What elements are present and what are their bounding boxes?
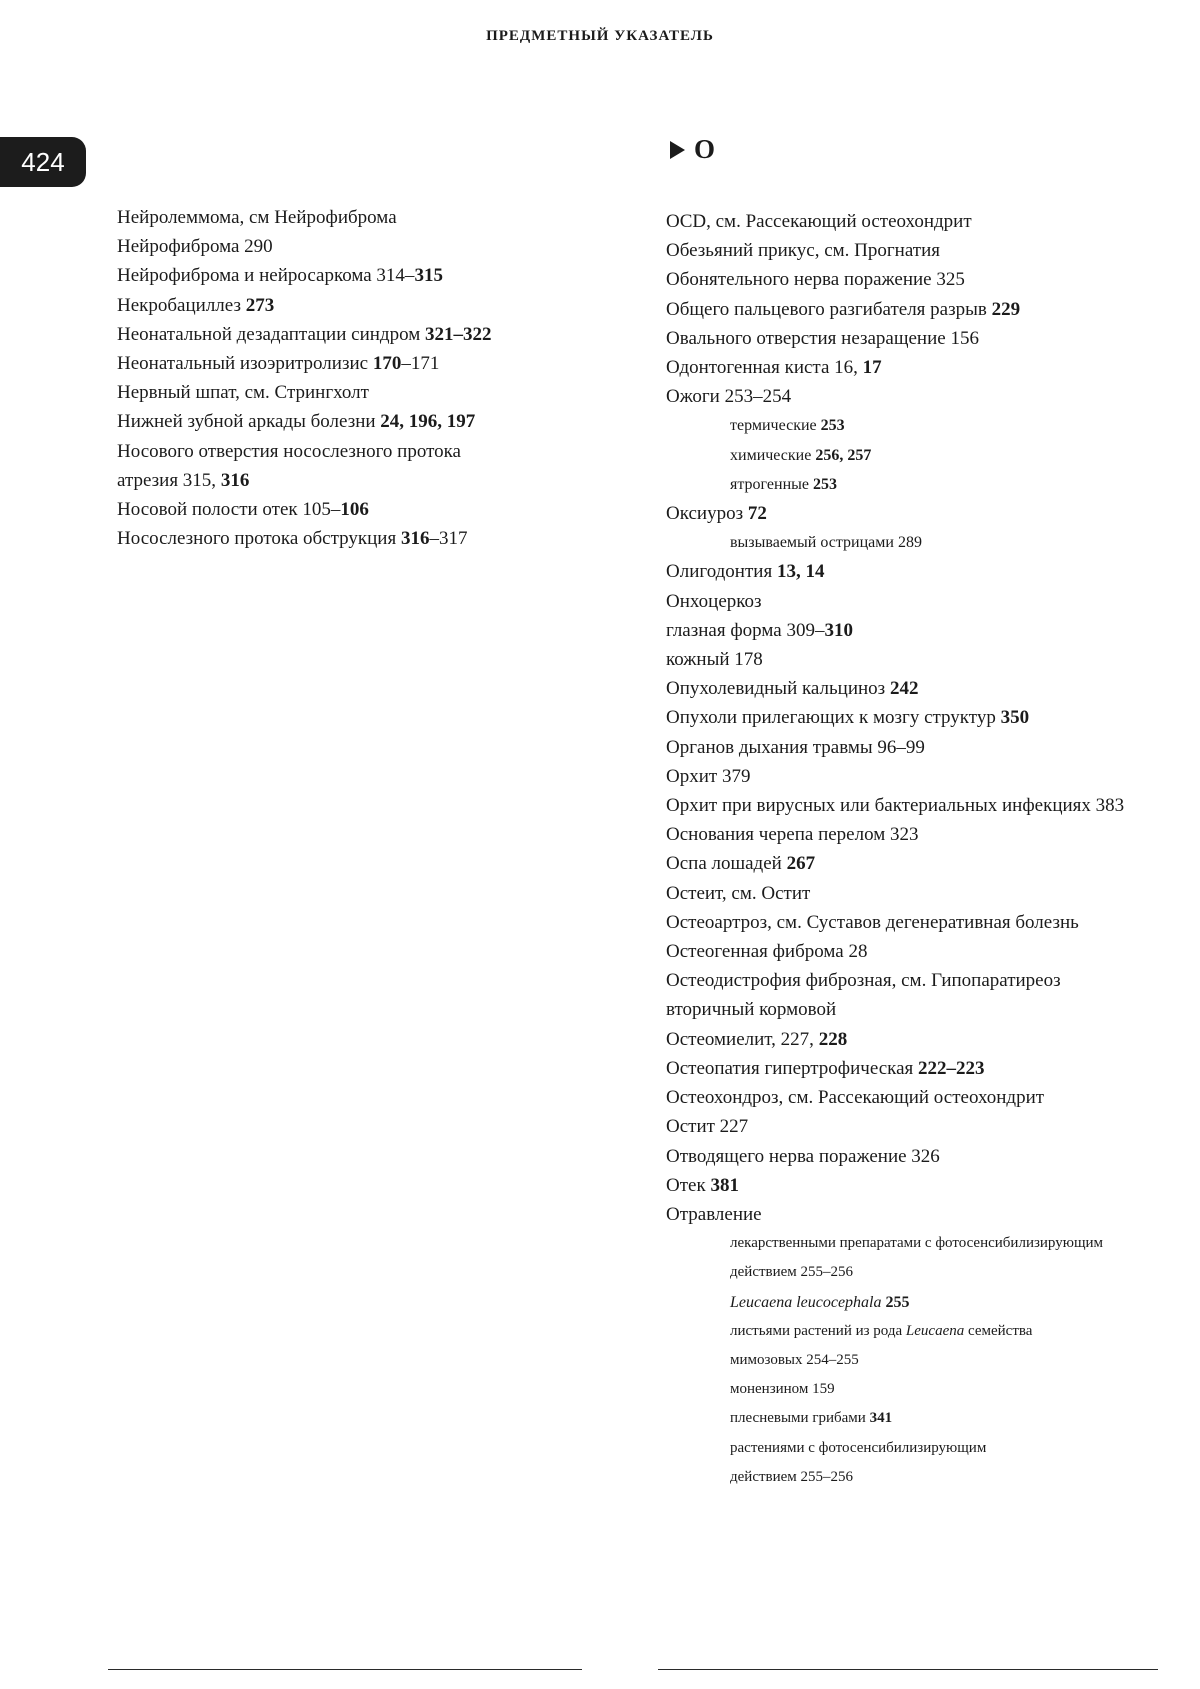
index-entry-text: Остеомиелит, 227, [666, 1028, 819, 1050]
index-entry [666, 849, 1186, 878]
index-entry-text: термические [730, 417, 821, 435]
index-page-ref: 222–223 [918, 1057, 985, 1079]
index-page-ref: 13, 14 [776, 561, 825, 583]
index-entry-text: Онхоцеркоз [666, 590, 762, 612]
index-entry-text: –171 [401, 353, 440, 375]
index-entry [666, 207, 1186, 236]
index-page-ref: 253 [812, 475, 837, 493]
index-entry-text: вызываемый острицами 289 [730, 534, 922, 552]
index-entry [666, 499, 1186, 528]
index-entry-text: Остеохондроз, см. Рассекающий остеохондрит [666, 1087, 1045, 1109]
index-entry [666, 382, 1186, 411]
index-entry [666, 1054, 1186, 1083]
index-entry-text: OCD, см. Рассекающий остеохондрит [666, 211, 972, 232]
index-entry [666, 587, 1186, 616]
index-entry-text: Олигодонтия [666, 561, 777, 583]
index-entry-text: листьями растений из рода [730, 1322, 906, 1339]
index-entry [666, 1112, 1186, 1141]
index-entry-text: Неонатальной дезадаптации синдром [117, 323, 425, 345]
index-entry [117, 466, 637, 495]
index-entry-text: Остеопатия гипертрофическая [666, 1057, 919, 1079]
index-entry [666, 1083, 1186, 1112]
index-entry-text: Основания черепа перелом 323 [666, 824, 919, 846]
index-page-ref: 341 [869, 1410, 893, 1427]
index-entry-text: Отравление [666, 1203, 762, 1225]
index-entry-text: Орхит 379 [666, 765, 751, 787]
index-page-ref: 255 [885, 1293, 910, 1311]
index-entry-text: Носослезного протока обструкция [117, 528, 401, 550]
index-entry [666, 762, 1186, 791]
index-entry [666, 1200, 1186, 1229]
index-entry [666, 1317, 1186, 1346]
index-entry-text: Leucaena [905, 1322, 965, 1339]
index-entry-text: Оспа лошадей [666, 853, 787, 875]
index-entry [666, 1142, 1186, 1171]
index-entry [666, 820, 1186, 849]
index-entry-text: Остит 227 [666, 1116, 749, 1138]
index-entry [666, 236, 1186, 265]
index-entry-text: растениями с фотосенсибилизирующим [730, 1439, 987, 1456]
index-entry [666, 1288, 1186, 1317]
index-entry [666, 1025, 1186, 1054]
index-page-ref: 170 [372, 353, 402, 375]
index-entry [666, 1258, 1186, 1287]
index-entry-text: Носовой полости отек 105– [117, 499, 341, 521]
triangle-marker-icon [670, 141, 685, 159]
index-entry-text: Опухолевидный кальциноз [666, 678, 890, 700]
index-page-ref: 24, 196, 197 [380, 411, 476, 433]
right-index-column [666, 207, 1186, 1492]
index-entry [117, 291, 637, 320]
index-entry-text: Овального отверстия незаращение 156 [666, 327, 979, 349]
running-header: ПРЕДМЕТНЫЙ УКАЗАТЕЛЬ [486, 28, 714, 44]
index-entry [117, 349, 637, 378]
index-entry [666, 703, 1186, 732]
index-entry-text: Орхит при вирусных или бактериальных инфекциях 383 [666, 795, 1125, 817]
index-entry [666, 411, 1186, 440]
index-entry [666, 937, 1186, 966]
index-entry-text: лекарственными препаратами с фотосенсибилизирующим [730, 1235, 1104, 1252]
index-entry [666, 1375, 1186, 1404]
index-entry-text: Остеогенная фиброма 28 [666, 941, 868, 963]
index-entry [666, 265, 1186, 294]
index-entry [117, 495, 637, 524]
index-entry [666, 295, 1186, 324]
index-entry [666, 1229, 1186, 1258]
index-entry-text: Остеодистрофия фиброзная, см. Гипопаратиреоз [666, 970, 1061, 992]
index-entry [117, 437, 637, 466]
index-entry-text: Отводящего нерва поражение 326 [666, 1145, 940, 1167]
index-page-ref: 242 [889, 678, 919, 700]
index-entry [666, 645, 1186, 674]
index-page-ref: 316 [400, 528, 430, 550]
index-entry [666, 528, 1186, 557]
index-entry-text: Остеоартроз, см. Суставов дегенеративная болезнь [666, 911, 1079, 933]
index-entry [666, 791, 1186, 820]
index-entry [117, 378, 637, 407]
index-entry-text: кожный 178 [666, 649, 763, 671]
index-entry-text: Остеит, см. Остит [666, 882, 811, 904]
index-entry [117, 524, 637, 553]
index-entry [666, 1346, 1186, 1375]
index-entry-text: Одонтогенная киста 16, [666, 357, 863, 379]
index-entry-text: мимозовых 254–255 [730, 1351, 859, 1368]
index-entry-text: Опухоли прилегающих к мозгу структур [666, 707, 1001, 729]
index-entry-text: Некробациллез [117, 294, 246, 316]
index-entry [666, 616, 1186, 645]
left-index-column [117, 203, 637, 553]
index-page-ref: 267 [786, 853, 816, 875]
index-page-ref: 106 [340, 499, 369, 521]
index-entry [666, 879, 1186, 908]
page-number-tab: 424 [0, 137, 86, 187]
index-page-ref: 321–322 [425, 323, 492, 345]
index-page-ref: 253 [820, 417, 845, 435]
index-entry-text: глазная форма 309– [666, 619, 825, 641]
index-entry-text: Обезьяний прикус, см. Прогнатия [666, 240, 940, 262]
index-entry [666, 1434, 1186, 1463]
index-entry-text: Общего пальцевого разгибателя разрыв [666, 298, 992, 320]
index-entry [666, 1463, 1186, 1492]
index-page-ref: 273 [245, 294, 275, 316]
index-entry-text: Отек [666, 1174, 711, 1196]
index-entry [666, 470, 1186, 499]
index-entry [666, 733, 1186, 762]
index-page-ref: 17 [862, 357, 882, 379]
index-entry [666, 908, 1186, 937]
index-entry [666, 557, 1186, 586]
bottom-rule-left [108, 1669, 582, 1670]
letter-section-heading [670, 132, 715, 166]
index-entry [666, 995, 1186, 1024]
index-entry-text: химические [730, 446, 816, 464]
index-entry-text: вторичный кормовой [666, 999, 837, 1021]
index-page-ref: 316 [220, 469, 250, 491]
index-entry-text: Обонятельного нерва поражение 325 [666, 269, 965, 291]
index-entry-text: Органов дыхания травмы 96–99 [666, 736, 925, 758]
index-entry-text: действием 255–256 [730, 1264, 854, 1281]
index-entry-text: Нейрофиброма 290 [117, 236, 273, 258]
index-entry-text: Нижней зубной аркады болезни [117, 411, 381, 433]
index-page-ref: 256, 257 [815, 446, 872, 464]
index-entry [666, 324, 1186, 353]
index-entry-text: –317 [429, 528, 468, 550]
index-entry-text: Неонатальный изоэритролизис [117, 353, 373, 375]
index-entry [666, 441, 1186, 470]
index-entry-text: Оксиуроз [666, 503, 748, 525]
index-page-ref: 228 [818, 1028, 848, 1050]
bottom-rule-right [658, 1669, 1158, 1670]
index-entry-text: ятрогенные [730, 475, 813, 493]
index-page-ref: 310 [824, 619, 853, 641]
index-entry [666, 674, 1186, 703]
index-entry [117, 261, 637, 290]
index-page-ref: 381 [710, 1174, 739, 1196]
index-page-ref: 72 [747, 503, 767, 525]
index-entry-text: Leucaena leucocephala [730, 1293, 882, 1311]
index-entry [666, 1171, 1186, 1200]
index-entry [666, 966, 1186, 995]
index-entry-text: Нейрофиброма и нейросаркома 314– [117, 265, 415, 287]
index-page-ref: 229 [991, 298, 1021, 320]
index-entry [117, 407, 637, 436]
index-page-ref: 350 [1000, 707, 1030, 729]
index-entry-text: Нервный шпат, см. Стрингхолт [117, 382, 369, 404]
index-entry-text: Ожоги 253–254 [666, 386, 792, 408]
index-page-ref: 315 [414, 265, 443, 287]
index-entry-text: семейства [964, 1322, 1033, 1339]
index-entry-text: монензином 159 [730, 1381, 835, 1398]
index-entry [666, 1404, 1186, 1433]
index-entry [117, 203, 637, 232]
index-entry [666, 353, 1186, 382]
index-entry-text: плесневыми грибами [730, 1410, 870, 1427]
index-entry-text: Носового отверстия носослезного протока [117, 440, 461, 462]
index-entry-text: действием 255–256 [730, 1468, 854, 1485]
index-entry-text: атрезия 315, [117, 469, 221, 491]
letter-heading-text: O [694, 134, 716, 164]
index-entry [117, 320, 637, 349]
index-entry [117, 232, 637, 261]
index-entry-text: Нейролеммома, см Нейрофиброма [117, 207, 397, 228]
